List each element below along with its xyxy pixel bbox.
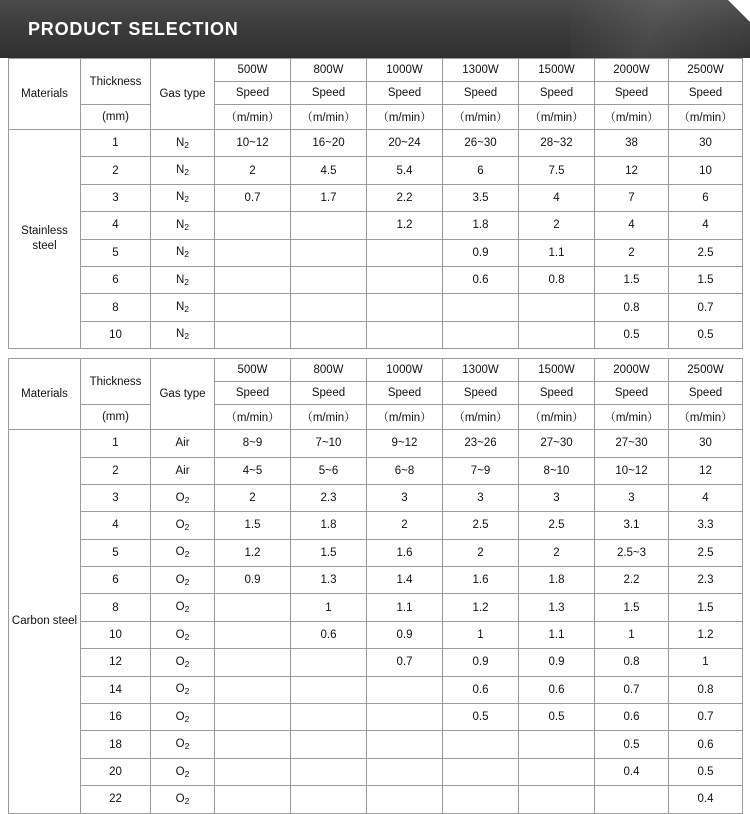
gas-type-cell: Air bbox=[151, 430, 215, 457]
thickness-cell: 3 bbox=[81, 484, 151, 511]
speed-cell: 12 bbox=[669, 457, 743, 484]
speed-cell: 2.2 bbox=[595, 567, 669, 594]
speed-cell bbox=[215, 676, 291, 703]
table-row bbox=[9, 594, 743, 621]
speed-cell: 1.2 bbox=[215, 539, 291, 566]
speed-cell: 0.5 bbox=[669, 321, 743, 348]
thickness-cell: 4 bbox=[81, 212, 151, 239]
thickness-cell: 2 bbox=[81, 157, 151, 184]
speed-cell: 0.7 bbox=[595, 676, 669, 703]
table-row bbox=[9, 676, 743, 703]
spec-table-carbon-steel bbox=[8, 358, 743, 813]
column-header-speed-unit: （m/min） bbox=[215, 105, 291, 130]
thickness-cell: 10 bbox=[81, 321, 151, 348]
column-header-power: 800W bbox=[291, 59, 367, 82]
speed-cell: 30 bbox=[669, 430, 743, 457]
speed-cell: 0.9 bbox=[519, 649, 595, 676]
speed-cell: 0.6 bbox=[669, 731, 743, 758]
gas-type-cell: $O_2$ bbox=[151, 512, 215, 539]
gas-type-cell: $O_2$ bbox=[151, 594, 215, 621]
speed-cell bbox=[443, 786, 519, 813]
table-row bbox=[9, 184, 743, 211]
thickness-cell: 4 bbox=[81, 512, 151, 539]
column-header-speed: Speed bbox=[519, 82, 595, 105]
speed-cell: 0.8 bbox=[519, 266, 595, 293]
speed-cell bbox=[291, 212, 367, 239]
gas-type-cell: $N_2$ bbox=[151, 294, 215, 321]
speed-cell: 0.9 bbox=[367, 621, 443, 648]
speed-cell: 7 bbox=[595, 184, 669, 211]
banner-highlight bbox=[570, 0, 750, 58]
column-header-power: 2500W bbox=[669, 59, 743, 82]
speed-cell: 1.2 bbox=[669, 621, 743, 648]
speed-cell: 0.8 bbox=[595, 294, 669, 321]
speed-cell: 28~32 bbox=[519, 130, 595, 157]
column-header-thickness-unit: (mm) bbox=[81, 405, 151, 430]
column-header-power: 2500W bbox=[669, 359, 743, 382]
thickness-cell: 6 bbox=[81, 567, 151, 594]
speed-cell: 0.6 bbox=[595, 704, 669, 731]
material-cell: Stainless steel bbox=[9, 130, 81, 349]
speed-cell: 1.5 bbox=[595, 266, 669, 293]
table-row bbox=[9, 621, 743, 648]
speed-cell: 0.6 bbox=[519, 676, 595, 703]
speed-cell: 12 bbox=[595, 157, 669, 184]
speed-cell: 2 bbox=[519, 212, 595, 239]
thickness-cell: 6 bbox=[81, 266, 151, 293]
gas-type-cell: $N_2$ bbox=[151, 184, 215, 211]
tables-container bbox=[0, 58, 750, 814]
speed-cell: 3 bbox=[519, 484, 595, 511]
gas-type-cell: Air bbox=[151, 457, 215, 484]
speed-cell: 8~10 bbox=[519, 457, 595, 484]
speed-cell: 10 bbox=[669, 157, 743, 184]
thickness-cell: 12 bbox=[81, 649, 151, 676]
speed-cell bbox=[215, 594, 291, 621]
speed-cell: 3 bbox=[443, 484, 519, 511]
table-row bbox=[9, 539, 743, 566]
speed-cell bbox=[367, 239, 443, 266]
speed-cell bbox=[215, 239, 291, 266]
table-header-row-unit bbox=[9, 405, 743, 430]
table-data-body bbox=[9, 130, 743, 349]
column-header-power: 1300W bbox=[443, 59, 519, 82]
column-header-power: 2000W bbox=[595, 359, 669, 382]
speed-cell: 1.1 bbox=[519, 239, 595, 266]
page-title: PRODUCT SELECTION bbox=[28, 19, 239, 39]
speed-cell bbox=[291, 676, 367, 703]
speed-cell: 7.5 bbox=[519, 157, 595, 184]
speed-cell: 6 bbox=[443, 157, 519, 184]
speed-cell: 38 bbox=[595, 130, 669, 157]
gas-type-cell: $O_2$ bbox=[151, 758, 215, 785]
speed-cell bbox=[215, 321, 291, 348]
speed-cell: 0.5 bbox=[669, 758, 743, 785]
gas-type-cell: $N_2$ bbox=[151, 321, 215, 348]
speed-cell: 0.4 bbox=[669, 786, 743, 813]
column-header-power: 2000W bbox=[595, 59, 669, 82]
gas-type-cell: $N_2$ bbox=[151, 266, 215, 293]
speed-cell bbox=[291, 239, 367, 266]
gas-type-cell: $O_2$ bbox=[151, 786, 215, 813]
table-row bbox=[9, 567, 743, 594]
speed-cell: 0.8 bbox=[595, 649, 669, 676]
gas-type-cell: $O_2$ bbox=[151, 676, 215, 703]
thickness-cell: 5 bbox=[81, 539, 151, 566]
speed-cell: 3 bbox=[367, 484, 443, 511]
column-header-gas-type: Gas type bbox=[151, 359, 215, 430]
speed-cell: 8~9 bbox=[215, 430, 291, 457]
speed-cell: 6 bbox=[669, 184, 743, 211]
column-header-gas-type: Gas type bbox=[151, 59, 215, 130]
gas-type-cell: $O_2$ bbox=[151, 484, 215, 511]
speed-cell: 0.5 bbox=[595, 731, 669, 758]
speed-cell bbox=[215, 731, 291, 758]
speed-cell bbox=[519, 731, 595, 758]
column-header-power: 500W bbox=[215, 359, 291, 382]
speed-cell bbox=[215, 758, 291, 785]
table-separator bbox=[8, 349, 742, 358]
column-header-speed-unit: （m/min） bbox=[595, 405, 669, 430]
speed-cell bbox=[443, 294, 519, 321]
table-row bbox=[9, 512, 743, 539]
speed-cell: 1.2 bbox=[367, 212, 443, 239]
speed-cell: 4 bbox=[669, 212, 743, 239]
speed-cell: 2.2 bbox=[367, 184, 443, 211]
table-row bbox=[9, 731, 743, 758]
speed-cell: 4 bbox=[595, 212, 669, 239]
thickness-cell: 1 bbox=[81, 130, 151, 157]
column-header-power: 1000W bbox=[367, 59, 443, 82]
table-header-row-power bbox=[9, 359, 743, 382]
column-header-speed: Speed bbox=[669, 82, 743, 105]
column-header-speed-unit: （m/min） bbox=[367, 105, 443, 130]
speed-cell: 4 bbox=[519, 184, 595, 211]
speed-cell: 0.7 bbox=[669, 294, 743, 321]
column-header-power: 1300W bbox=[443, 359, 519, 382]
table-header-row-unit bbox=[9, 105, 743, 130]
speed-cell: 7~10 bbox=[291, 430, 367, 457]
page-header-banner bbox=[0, 0, 750, 58]
table-row bbox=[9, 294, 743, 321]
speed-cell: 16~20 bbox=[291, 130, 367, 157]
speed-cell bbox=[215, 294, 291, 321]
speed-cell: 3 bbox=[595, 484, 669, 511]
table-row bbox=[9, 430, 743, 457]
speed-cell: 1.3 bbox=[519, 594, 595, 621]
table-row bbox=[9, 786, 743, 813]
speed-cell bbox=[215, 649, 291, 676]
table-row bbox=[9, 239, 743, 266]
speed-cell bbox=[367, 731, 443, 758]
column-header-speed: Speed bbox=[595, 82, 669, 105]
speed-cell: 5~6 bbox=[291, 457, 367, 484]
speed-cell bbox=[519, 758, 595, 785]
speed-cell: 1.5 bbox=[669, 594, 743, 621]
speed-cell: 2.3 bbox=[669, 567, 743, 594]
gas-type-cell: $O_2$ bbox=[151, 731, 215, 758]
speed-cell bbox=[519, 321, 595, 348]
speed-cell: 1.5 bbox=[215, 512, 291, 539]
speed-cell: 1 bbox=[291, 594, 367, 621]
thickness-cell: 10 bbox=[81, 621, 151, 648]
column-header-materials: Materials bbox=[9, 359, 81, 430]
speed-cell: 2.5 bbox=[669, 539, 743, 566]
speed-cell: 2.5 bbox=[669, 239, 743, 266]
table-header-body bbox=[9, 359, 743, 430]
gas-type-cell: $O_2$ bbox=[151, 621, 215, 648]
speed-cell bbox=[215, 786, 291, 813]
speed-cell bbox=[367, 294, 443, 321]
speed-cell: 4.5 bbox=[291, 157, 367, 184]
column-header-speed: Speed bbox=[595, 382, 669, 405]
speed-cell bbox=[291, 266, 367, 293]
speed-cell: 2.3 bbox=[291, 484, 367, 511]
speed-cell bbox=[291, 786, 367, 813]
speed-cell: 1.8 bbox=[443, 212, 519, 239]
column-header-speed: Speed bbox=[669, 382, 743, 405]
speed-cell: 2 bbox=[215, 484, 291, 511]
thickness-cell: 8 bbox=[81, 594, 151, 621]
column-header-materials: Materials bbox=[9, 59, 81, 130]
speed-cell: 0.7 bbox=[367, 649, 443, 676]
speed-cell: 0.9 bbox=[443, 649, 519, 676]
column-header-speed-unit: （m/min） bbox=[669, 105, 743, 130]
column-header-speed: Speed bbox=[215, 82, 291, 105]
column-header-power: 500W bbox=[215, 59, 291, 82]
speed-cell bbox=[519, 786, 595, 813]
speed-cell bbox=[291, 704, 367, 731]
speed-cell bbox=[519, 294, 595, 321]
speed-cell: 30 bbox=[669, 130, 743, 157]
speed-cell: 23~26 bbox=[443, 430, 519, 457]
column-header-power: 1500W bbox=[519, 59, 595, 82]
gas-type-cell: $N_2$ bbox=[151, 239, 215, 266]
thickness-cell: 20 bbox=[81, 758, 151, 785]
speed-cell bbox=[367, 704, 443, 731]
speed-cell: 2 bbox=[443, 539, 519, 566]
speed-cell: 3.5 bbox=[443, 184, 519, 211]
column-header-thickness: Thickness bbox=[81, 359, 151, 405]
speed-cell bbox=[291, 731, 367, 758]
column-header-speed: Speed bbox=[291, 82, 367, 105]
speed-cell: 0.9 bbox=[443, 239, 519, 266]
column-header-power: 800W bbox=[291, 359, 367, 382]
gas-type-cell: $O_2$ bbox=[151, 704, 215, 731]
gas-type-cell: $N_2$ bbox=[151, 130, 215, 157]
table-row bbox=[9, 321, 743, 348]
speed-cell: 0.7 bbox=[215, 184, 291, 211]
speed-cell: 0.6 bbox=[443, 676, 519, 703]
material-cell: Carbon steel bbox=[9, 430, 81, 813]
column-header-power: 1000W bbox=[367, 359, 443, 382]
speed-cell: 1.1 bbox=[367, 594, 443, 621]
speed-cell: 2 bbox=[519, 539, 595, 566]
speed-cell: 20~24 bbox=[367, 130, 443, 157]
table-row bbox=[9, 130, 743, 157]
speed-cell: 2.5 bbox=[443, 512, 519, 539]
table-row bbox=[9, 266, 743, 293]
speed-cell: 1 bbox=[443, 621, 519, 648]
speed-cell: 0.4 bbox=[595, 758, 669, 785]
speed-cell: 27~30 bbox=[519, 430, 595, 457]
speed-cell: 1.8 bbox=[291, 512, 367, 539]
speed-cell: 4 bbox=[669, 484, 743, 511]
speed-cell: 1.4 bbox=[367, 567, 443, 594]
speed-cell bbox=[443, 758, 519, 785]
speed-cell: 2 bbox=[215, 157, 291, 184]
speed-cell: 1.6 bbox=[367, 539, 443, 566]
column-header-speed-unit: （m/min） bbox=[595, 105, 669, 130]
speed-cell bbox=[367, 321, 443, 348]
column-header-speed-unit: （m/min） bbox=[443, 405, 519, 430]
thickness-cell: 3 bbox=[81, 184, 151, 211]
speed-cell bbox=[367, 758, 443, 785]
thickness-cell: 18 bbox=[81, 731, 151, 758]
gas-type-cell: $N_2$ bbox=[151, 157, 215, 184]
column-header-speed: Speed bbox=[215, 382, 291, 405]
column-header-speed-unit: （m/min） bbox=[669, 405, 743, 430]
gas-type-cell: $O_2$ bbox=[151, 539, 215, 566]
speed-cell: 4~5 bbox=[215, 457, 291, 484]
thickness-cell: 5 bbox=[81, 239, 151, 266]
speed-cell: 3.1 bbox=[595, 512, 669, 539]
speed-cell: 0.8 bbox=[669, 676, 743, 703]
table-row bbox=[9, 157, 743, 184]
speed-cell: 27~30 bbox=[595, 430, 669, 457]
speed-cell bbox=[215, 704, 291, 731]
column-header-speed: Speed bbox=[443, 382, 519, 405]
thickness-cell: 8 bbox=[81, 294, 151, 321]
speed-cell: 26~30 bbox=[443, 130, 519, 157]
speed-cell: 0.5 bbox=[519, 704, 595, 731]
speed-cell: 1.1 bbox=[519, 621, 595, 648]
gas-type-cell: $O_2$ bbox=[151, 649, 215, 676]
speed-cell: 0.5 bbox=[443, 704, 519, 731]
speed-cell: 0.5 bbox=[595, 321, 669, 348]
speed-cell: 2 bbox=[367, 512, 443, 539]
table-row bbox=[9, 649, 743, 676]
column-header-speed-unit: （m/min） bbox=[519, 405, 595, 430]
table-row bbox=[9, 758, 743, 785]
column-header-speed-unit: （m/min） bbox=[215, 405, 291, 430]
speed-cell bbox=[367, 266, 443, 293]
speed-cell: 1.3 bbox=[291, 567, 367, 594]
speed-cell: 1.5 bbox=[595, 594, 669, 621]
speed-cell bbox=[595, 786, 669, 813]
table-header-row-power bbox=[9, 59, 743, 82]
column-header-thickness: Thickness bbox=[81, 59, 151, 105]
speed-cell: 0.7 bbox=[669, 704, 743, 731]
speed-cell bbox=[443, 321, 519, 348]
speed-cell: 1.8 bbox=[519, 567, 595, 594]
speed-cell: 1.6 bbox=[443, 567, 519, 594]
speed-cell bbox=[291, 758, 367, 785]
speed-cell bbox=[367, 676, 443, 703]
speed-cell: 3.3 bbox=[669, 512, 743, 539]
speed-cell: 1.5 bbox=[669, 266, 743, 293]
speed-cell bbox=[215, 266, 291, 293]
speed-cell bbox=[215, 212, 291, 239]
column-header-speed-unit: （m/min） bbox=[519, 105, 595, 130]
speed-cell: 0.6 bbox=[291, 621, 367, 648]
column-header-speed: Speed bbox=[367, 382, 443, 405]
column-header-speed: Speed bbox=[443, 82, 519, 105]
column-header-speed: Speed bbox=[519, 382, 595, 405]
speed-cell: 9~12 bbox=[367, 430, 443, 457]
column-header-speed-unit: （m/min） bbox=[291, 405, 367, 430]
speed-cell bbox=[291, 294, 367, 321]
banner-corner-fold bbox=[728, 0, 750, 22]
speed-cell: 0.6 bbox=[443, 266, 519, 293]
speed-cell bbox=[367, 786, 443, 813]
speed-cell: 7~9 bbox=[443, 457, 519, 484]
speed-cell: 2.5 bbox=[519, 512, 595, 539]
table-row bbox=[9, 457, 743, 484]
speed-cell: 10~12 bbox=[215, 130, 291, 157]
thickness-cell: 16 bbox=[81, 704, 151, 731]
table-row bbox=[9, 704, 743, 731]
thickness-cell: 14 bbox=[81, 676, 151, 703]
column-header-speed-unit: （m/min） bbox=[443, 105, 519, 130]
gas-type-cell: $O_2$ bbox=[151, 567, 215, 594]
speed-cell: 1.5 bbox=[291, 539, 367, 566]
thickness-cell: 1 bbox=[81, 430, 151, 457]
table-data-body bbox=[9, 430, 743, 813]
speed-cell: 2 bbox=[595, 239, 669, 266]
speed-cell: 0.9 bbox=[215, 567, 291, 594]
table-row bbox=[9, 484, 743, 511]
table-row bbox=[9, 212, 743, 239]
column-header-speed-unit: （m/min） bbox=[367, 405, 443, 430]
speed-cell bbox=[443, 731, 519, 758]
speed-cell: 1.7 bbox=[291, 184, 367, 211]
speed-cell: 5.4 bbox=[367, 157, 443, 184]
speed-cell: 10~12 bbox=[595, 457, 669, 484]
column-header-speed-unit: （m/min） bbox=[291, 105, 367, 130]
gas-type-cell: $N_2$ bbox=[151, 212, 215, 239]
table-header-body bbox=[9, 59, 743, 130]
speed-cell bbox=[215, 621, 291, 648]
thickness-cell: 2 bbox=[81, 457, 151, 484]
thickness-cell: 22 bbox=[81, 786, 151, 813]
spec-table-stainless-steel bbox=[8, 58, 743, 349]
column-header-speed: Speed bbox=[367, 82, 443, 105]
speed-cell: 2.5~3 bbox=[595, 539, 669, 566]
column-header-speed: Speed bbox=[291, 382, 367, 405]
speed-cell: 1.2 bbox=[443, 594, 519, 621]
column-header-power: 1500W bbox=[519, 359, 595, 382]
speed-cell: 1 bbox=[669, 649, 743, 676]
column-header-thickness-unit: (mm) bbox=[81, 105, 151, 130]
speed-cell: 6~8 bbox=[367, 457, 443, 484]
speed-cell bbox=[291, 649, 367, 676]
speed-cell bbox=[291, 321, 367, 348]
speed-cell: 1 bbox=[595, 621, 669, 648]
